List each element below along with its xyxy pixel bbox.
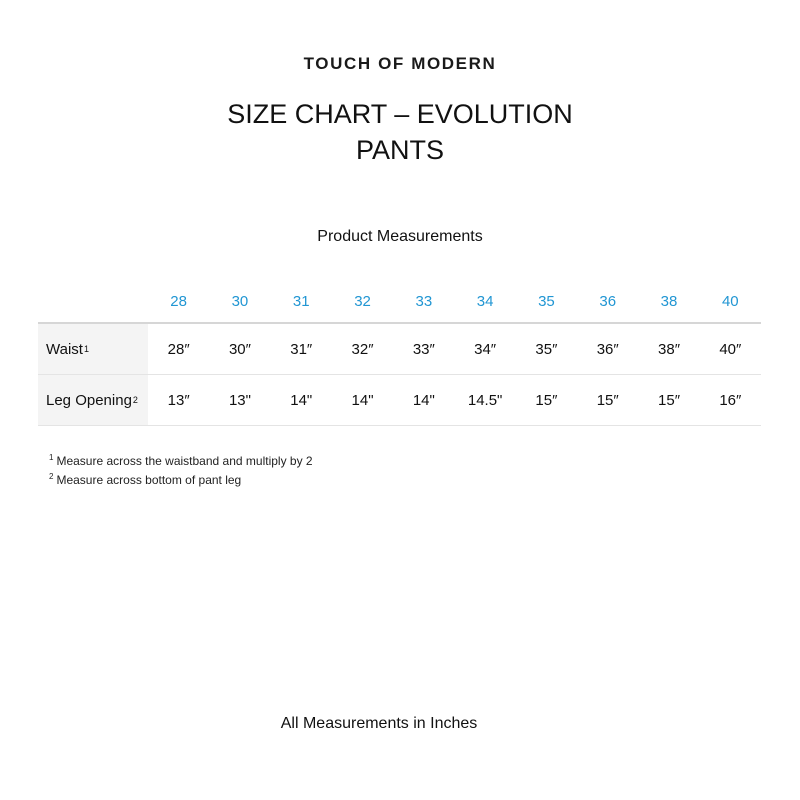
table-cell: 13" — [228, 391, 251, 409]
table-cell: 34″ — [474, 340, 497, 358]
table-cell: 28″ — [167, 340, 190, 358]
section-title: Product Measurements — [317, 228, 483, 245]
size-header-cell: 35 — [538, 292, 555, 310]
table-cell: 14" — [290, 391, 313, 409]
size-header-cell: 36 — [599, 292, 617, 310]
footnote-text: Measure across bottom of pant leg — [56, 473, 242, 487]
footnote-1 — [49, 450, 313, 469]
row-label-text: Leg Opening — [46, 391, 132, 409]
page-title-line-2: PANTS — [355, 135, 444, 165]
brand-logo-text: TOUCH OF MODERN — [303, 54, 497, 73]
table-cell: 14" — [351, 391, 374, 409]
header-empty-cell — [38, 280, 148, 322]
size-header-cell: 31 — [292, 292, 310, 310]
size-header-cell: 38 — [660, 292, 678, 310]
table-cell: 33″ — [412, 340, 435, 358]
table-cell: 14.5" — [467, 391, 503, 409]
size-chart-table — [38, 280, 761, 426]
table-cell: 38″ — [658, 340, 681, 358]
table-cell: 16″ — [719, 391, 742, 409]
footnote-marker: 2 — [132, 395, 138, 405]
table-row-waist — [38, 324, 761, 375]
table-cell: 31″ — [290, 340, 313, 358]
size-header-cell: 30 — [231, 292, 249, 310]
table-row-leg-opening — [38, 375, 761, 426]
page-title-line-1: SIZE CHART – EVOLUTION — [227, 99, 573, 129]
table-cell: 15″ — [596, 391, 619, 409]
footnote-marker: 1 — [83, 344, 89, 354]
table-cell: 14" — [412, 391, 435, 409]
size-header-cell: 40 — [721, 292, 739, 310]
page-title — [0, 96, 800, 168]
row-label-text: Waist — [46, 340, 83, 358]
footnotes — [49, 450, 313, 488]
table-cell: 40″ — [719, 340, 742, 358]
footnote-text: Measure across the waistband and multiply by 2 — [56, 454, 313, 468]
footnote-2 — [49, 469, 313, 488]
table-cell: 13″ — [167, 391, 190, 409]
size-header-row — [38, 280, 761, 324]
table-cell: 30″ — [228, 340, 251, 358]
row-label-leg-opening — [38, 375, 148, 425]
size-header-cell: 33 — [415, 292, 433, 310]
size-header-cell: 28 — [170, 292, 187, 310]
table-cell: 35″ — [535, 340, 558, 358]
table-cell: 36″ — [596, 340, 619, 358]
size-header-cell: 32 — [354, 292, 371, 310]
table-cell: 32″ — [351, 340, 374, 358]
footnote-mark: 1 — [49, 453, 54, 462]
table-cell: 15″ — [535, 391, 558, 409]
table-cell: 15″ — [658, 391, 681, 409]
size-header-cell: 34 — [476, 292, 494, 310]
measurement-units-note: All Measurements in Inches — [280, 715, 478, 732]
row-label-waist — [38, 324, 148, 374]
footnote-mark: 2 — [49, 472, 54, 481]
